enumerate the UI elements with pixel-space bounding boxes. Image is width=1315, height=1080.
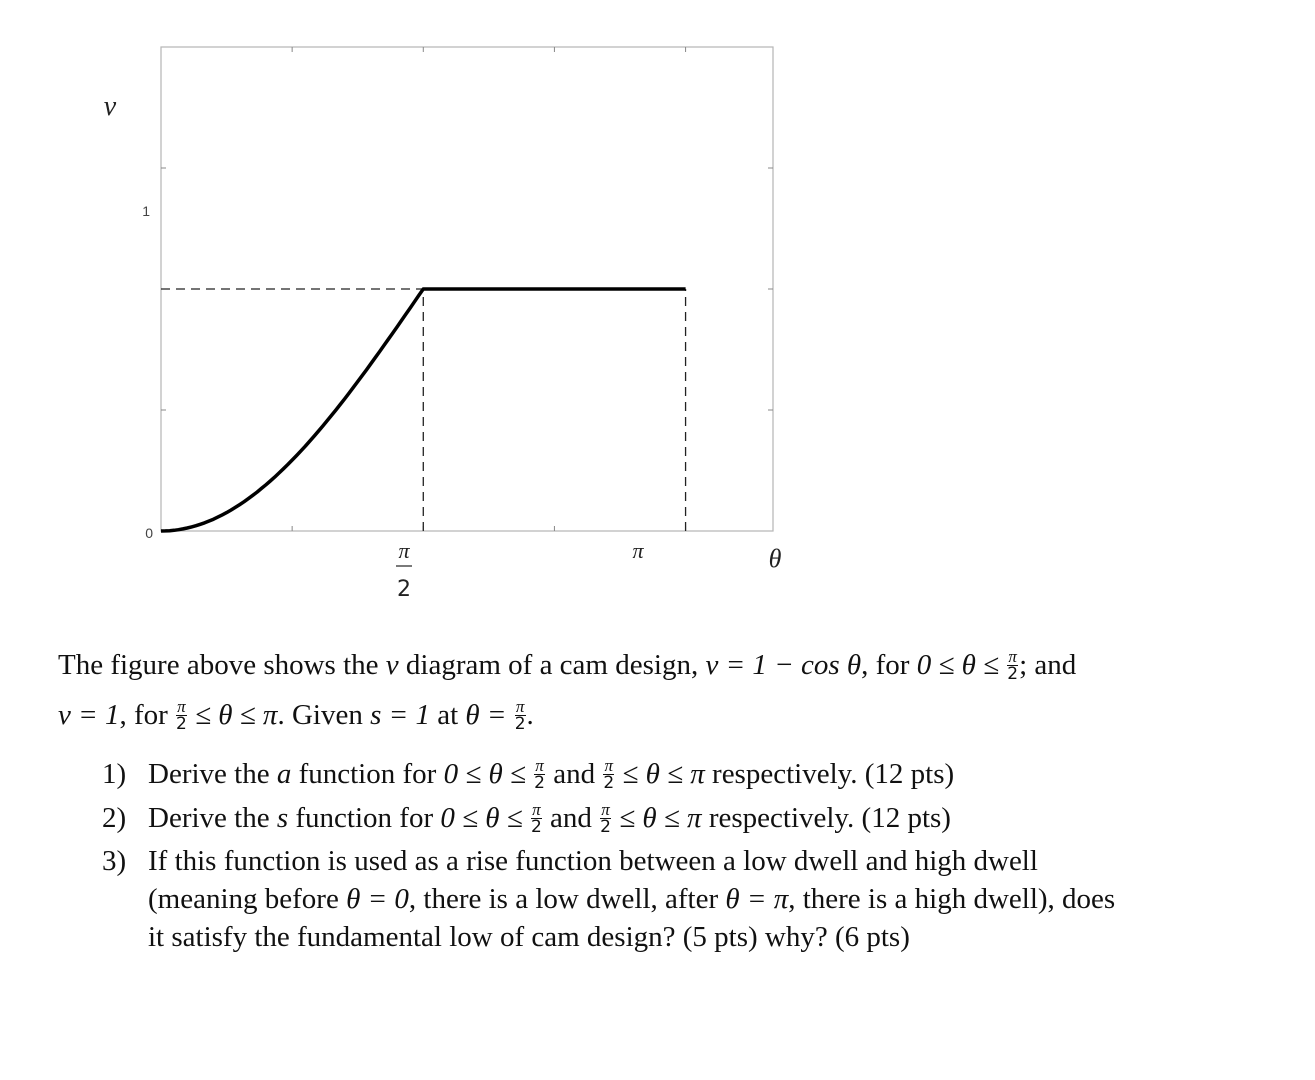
- fraction-pi-over-2: $\frac{\pi}{2}$: [514, 696, 526, 734]
- fraction-pi-over-2: $\frac{\pi}{2}$: [176, 696, 187, 734]
- question-list: [58, 754, 1288, 956]
- intro-line-1: The figure above shows the v diagram of a cam design, v = 1 − cos θ, for 0 ≤ θ ≤ $\frac{\pi}{2}$ ; and: [58, 646, 1077, 684]
- xtick-label-pi-over-2-numerator: π: [398, 538, 410, 563]
- fraction-pi-over-2: $\frac{\pi}{2}$: [534, 755, 545, 793]
- question-1: 1) Derive the a function for 0 ≤ θ ≤ $\frac{\pi}{2}$ and $\frac{\pi}{2}$ ≤ θ ≤ π respectively. (12 pts): [102, 755, 955, 793]
- question-3: 3) If this function is used as a rise function between a low dwell and high dwell (meaning before θ = 0, there is a low dwell, after θ = π, there is a high dwell), does it satisfy the fundamental low of cam design? (5 pts) why? (6 pts): [102, 845, 1116, 953]
- intro-line-2: v = 1, for $\frac{\pi}{2}$ ≤ θ ≤ π. Given s = 1 at θ = $\frac{\pi}{2}$ .: [58, 696, 534, 734]
- ytick-label-0: 0: [145, 525, 153, 541]
- reference-lines: [161, 289, 686, 531]
- ytick-label-1: 1: [142, 203, 150, 219]
- y-axis-label: v: [103, 91, 117, 122]
- question-2: 2) Derive the s function for 0 ≤ θ ≤ $\frac{\pi}{2}$ and $\frac{\pi}{2}$ ≤ θ ≤ π respectively. (12 pts): [102, 799, 951, 837]
- fraction-pi-over-2: $\frac{\pi}{2}$: [530, 799, 542, 837]
- fraction-pi-over-2: $\frac{\pi}{2}$: [1007, 646, 1019, 684]
- fraction-pi-over-2: $\frac{\pi}{2}$: [600, 799, 611, 837]
- xtick-label-pi-over-2-denominator: 2: [397, 577, 411, 602]
- x-axis-label: θ: [768, 544, 782, 573]
- fraction-pi-over-2: $\frac{\pi}{2}$: [603, 755, 615, 793]
- problem-statement: [58, 640, 1288, 960]
- xtick-label-pi: π: [632, 538, 644, 563]
